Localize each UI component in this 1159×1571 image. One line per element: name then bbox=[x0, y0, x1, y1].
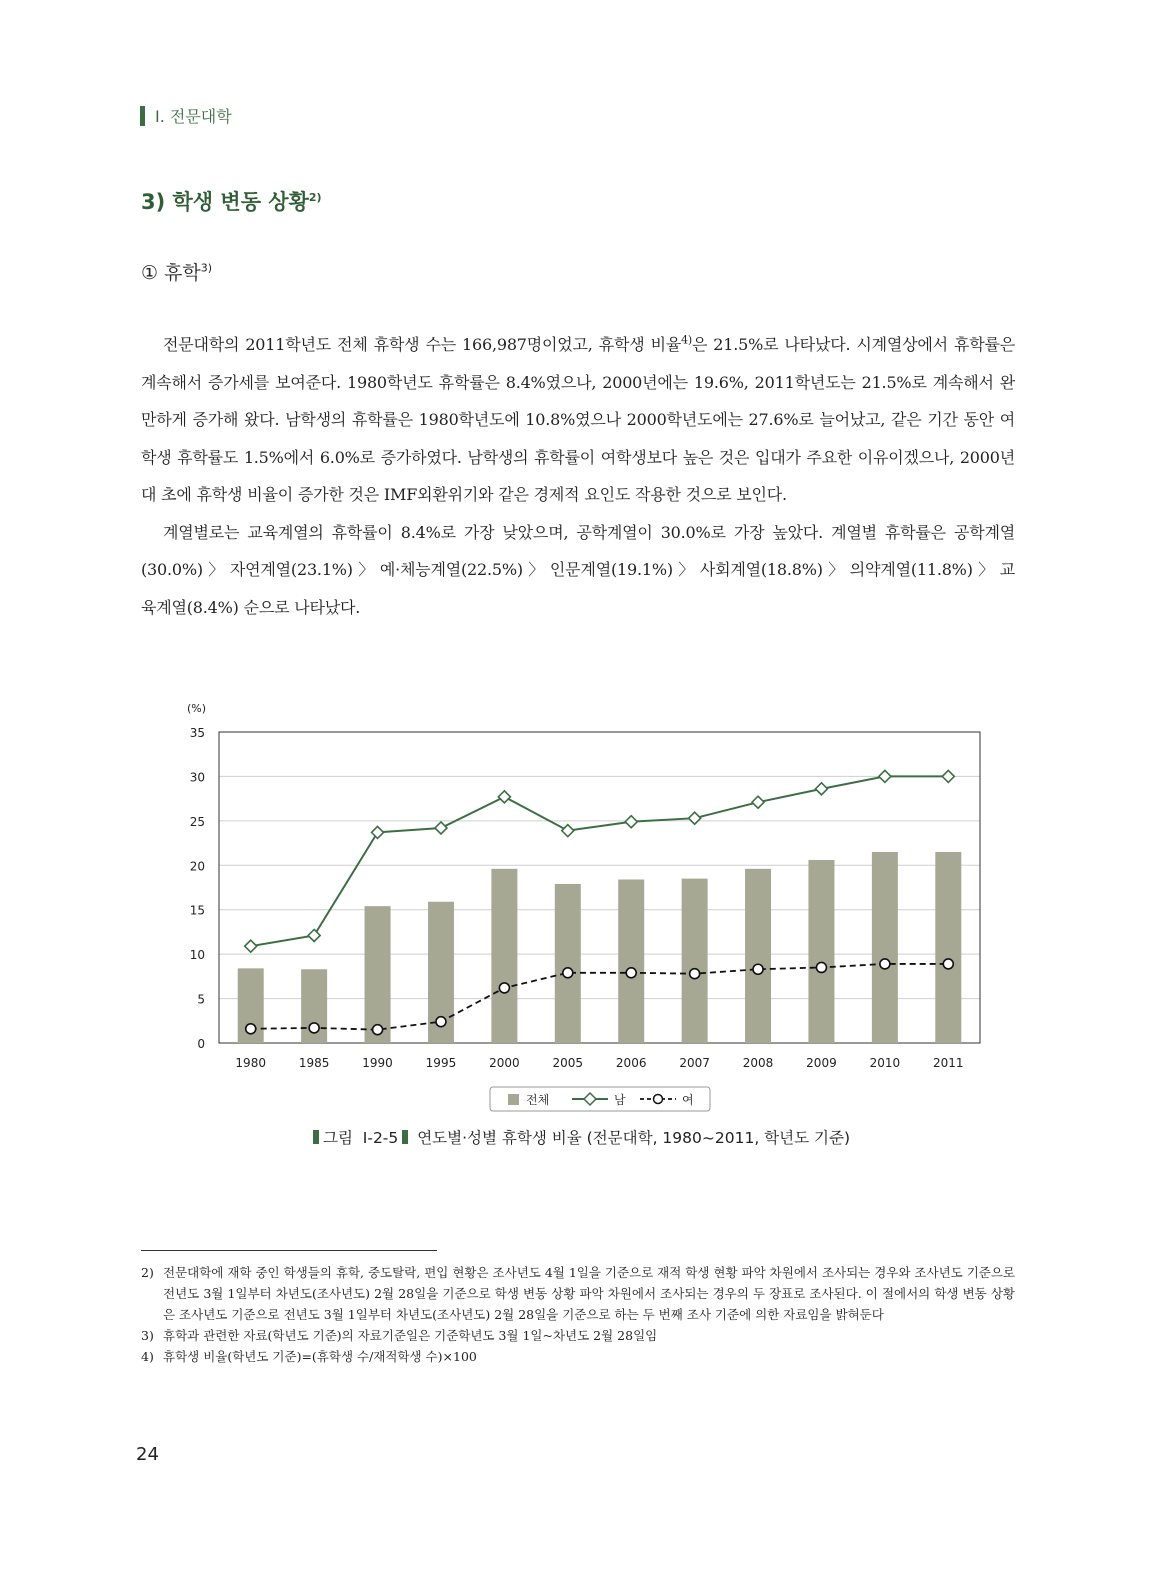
bar-total bbox=[365, 906, 391, 1043]
x-tick-label: 2000 bbox=[489, 1056, 520, 1070]
chart bbox=[170, 688, 1000, 1118]
x-tick-label: 2006 bbox=[615, 1056, 647, 1070]
bar-total bbox=[872, 852, 898, 1043]
caption-number: Ⅰ-2-5 bbox=[362, 1129, 399, 1147]
footnote-number: 3) bbox=[141, 1328, 154, 1343]
y-tick-label: 35 bbox=[189, 726, 205, 740]
point-male bbox=[689, 812, 701, 824]
x-tick-label: 1990 bbox=[362, 1056, 393, 1070]
point-female bbox=[753, 964, 763, 974]
x-tick-label: 2011 bbox=[933, 1056, 964, 1070]
point-female bbox=[880, 959, 890, 969]
paragraph-1 bbox=[141, 326, 1015, 514]
footnote-4 bbox=[141, 1346, 1015, 1367]
y-tick-label: 25 bbox=[189, 814, 205, 829]
point-male bbox=[815, 783, 827, 795]
x-tick-label: 2009 bbox=[806, 1056, 837, 1070]
point-male bbox=[879, 770, 891, 782]
body-text bbox=[141, 326, 1015, 626]
point-female bbox=[246, 1024, 256, 1034]
caption-mark-right bbox=[402, 1130, 408, 1144]
point-female bbox=[373, 1025, 383, 1035]
section-title-text: 3) 학생 변동 상황 bbox=[141, 190, 309, 214]
paragraph-1-part-1: 전문대학의 2011학년도 전체 휴학생 수는 166,987명이었고, 휴학생 비율 bbox=[163, 335, 682, 354]
running-header bbox=[140, 104, 232, 127]
legend-label-total: 전체 bbox=[526, 1093, 550, 1107]
point-female bbox=[816, 962, 826, 972]
footnote-ref-2[interactable]: 2) bbox=[308, 191, 322, 204]
bar-total bbox=[808, 860, 834, 1043]
paragraph-2: 계열별로는 교육계열의 휴학률이 8.4%로 가장 낮았으며, 공학계열이 30.0%로 가장 높았다. 계열별 휴학률은 공학계열(30.0%) 〉 자연계열(23.1%) 〉 예·체능계열(22.5%) 〉 인문계열(19.1%) 〉 사회계열(18.8%) 〉 의약계열(11.8%) 〉 교육계열(8.4%) 순으로 나타났다. bbox=[141, 522, 1015, 617]
x-tick-label: 2005 bbox=[552, 1056, 584, 1070]
bar-total bbox=[491, 869, 517, 1043]
point-female bbox=[309, 1023, 319, 1033]
y-tick-label: 0 bbox=[197, 1037, 205, 1051]
point-female bbox=[499, 983, 509, 993]
bar-total bbox=[935, 852, 961, 1043]
point-male bbox=[562, 825, 574, 837]
footnote-number: 2) bbox=[141, 1265, 154, 1280]
point-male bbox=[752, 796, 764, 808]
header-bar bbox=[140, 106, 145, 126]
footnote-ref-3[interactable]: 3) bbox=[200, 261, 213, 275]
caption-text: 연도별·성별 휴학생 비율 (전문대학, 1980~2011, 학년도 기준) bbox=[417, 1129, 851, 1147]
footnote-rule bbox=[141, 1250, 437, 1251]
point-male bbox=[308, 929, 320, 941]
y-tick-label: 15 bbox=[189, 903, 205, 918]
legend-label-male: 남 bbox=[614, 1093, 626, 1107]
page-number: 24 bbox=[136, 1444, 159, 1465]
point-male bbox=[498, 791, 510, 803]
footnote-2 bbox=[141, 1262, 1015, 1325]
x-tick-label: 1995 bbox=[425, 1056, 457, 1070]
y-tick-label: 30 bbox=[189, 770, 205, 785]
footnote-text: 휴학생 비율(학년도 기준)=(휴학생 수/재적학생 수)×100 bbox=[163, 1349, 477, 1364]
bar-total bbox=[682, 879, 708, 1043]
point-male bbox=[245, 940, 257, 952]
caption-mark-left bbox=[313, 1130, 319, 1144]
line-female bbox=[251, 964, 949, 1030]
footnote-ref-4[interactable]: 4) bbox=[681, 333, 692, 347]
x-tick-label: 1985 bbox=[298, 1056, 330, 1070]
figure-caption bbox=[0, 1126, 1159, 1148]
point-male bbox=[625, 816, 637, 828]
footnote-3 bbox=[141, 1325, 1015, 1346]
footnote-text: 전문대학에 재학 중인 학생들의 휴학, 중도탈락, 편입 현황은 조사년도 4월 1일을 기준으로 재적 학생 현황 파악 차원에서 조사되는 경우와 조사년도 기준으로 전년도 3월 1일부터 차년도(조사년도) 2월 28일을 기준으로 학생 변동 상황 파악 차원에서 조사되는 경우의 두 장표로 조사된다. 이 절에서의 학생 변동 상황은 조사년도 기준으로 전년도 3월 1일부터 차년도(조사년도) 2월 28일을 기준으로 하는 두 번째 조사 기준에 의한 자료임을 밝혀둔다 bbox=[163, 1265, 1015, 1322]
legend-swatch-total bbox=[508, 1094, 519, 1105]
caption-label: 그림 bbox=[322, 1129, 353, 1147]
legend-marker-female bbox=[654, 1095, 663, 1104]
point-female bbox=[943, 959, 953, 969]
section-title bbox=[141, 186, 322, 216]
paragraph-1-part-2: 은 21.5%로 나타났다. 시계열상에서 휴학률은 계속해서 증가세를 보여준다. 1980학년도 휴학률은 8.4%였으나, 2000년에는 19.6%, 2011학년도는 21.5%로 계속해서 완만하게 증가해 왔다. 남학생의 휴학률은 1980학년도에 10.8%였으나 2000학년도에는 27.6%로 늘어났고, 같은 기간 동안 여학생 휴학률도 1.5%에서 6.0%로 증가하였다. 남학생의 휴학률이 여학생보다 높은 것은 입대가 주요한 이유이겠으나, 2000년대 초에 휴학생 비율이 증가한 것은 IMF외환위기와 같은 경제적 요인도 작용한 것으로 보인다. bbox=[141, 335, 1016, 504]
footnote-text: 휴학과 관련한 자료(학년도 기준)의 자료기준일은 기준학년도 3월 1일~차년도 2월 28일임 bbox=[163, 1328, 658, 1343]
line-male bbox=[251, 776, 949, 946]
x-tick-label: 2010 bbox=[869, 1056, 901, 1070]
point-male bbox=[435, 822, 447, 834]
point-male bbox=[942, 770, 954, 782]
x-tick-label: 2008 bbox=[742, 1056, 774, 1070]
y-tick-label: 5 bbox=[197, 992, 205, 1007]
y-tick-label: 10 bbox=[189, 948, 205, 963]
point-female bbox=[690, 969, 700, 979]
point-female bbox=[563, 968, 573, 978]
point-male bbox=[372, 826, 384, 838]
subsection-title-text: ① 휴학 bbox=[141, 262, 201, 284]
subsection-title bbox=[141, 258, 212, 285]
bar-total bbox=[618, 880, 644, 1043]
footnotes bbox=[141, 1262, 1015, 1367]
x-tick-label: 1980 bbox=[235, 1056, 266, 1070]
y-axis-unit-label: (%) bbox=[187, 702, 207, 715]
point-female bbox=[436, 1017, 446, 1027]
legend-label-female: 여 bbox=[682, 1093, 694, 1107]
y-tick-label: 20 bbox=[189, 859, 205, 874]
plot-frame bbox=[219, 732, 980, 1043]
chart-svg bbox=[170, 688, 1000, 1118]
header-label: Ⅰ. 전문대학 bbox=[155, 107, 232, 126]
point-female bbox=[626, 968, 636, 978]
bar-total bbox=[745, 869, 771, 1043]
bar-total bbox=[555, 884, 581, 1043]
x-tick-label: 2007 bbox=[679, 1056, 710, 1070]
footnote-number: 4) bbox=[141, 1349, 154, 1364]
